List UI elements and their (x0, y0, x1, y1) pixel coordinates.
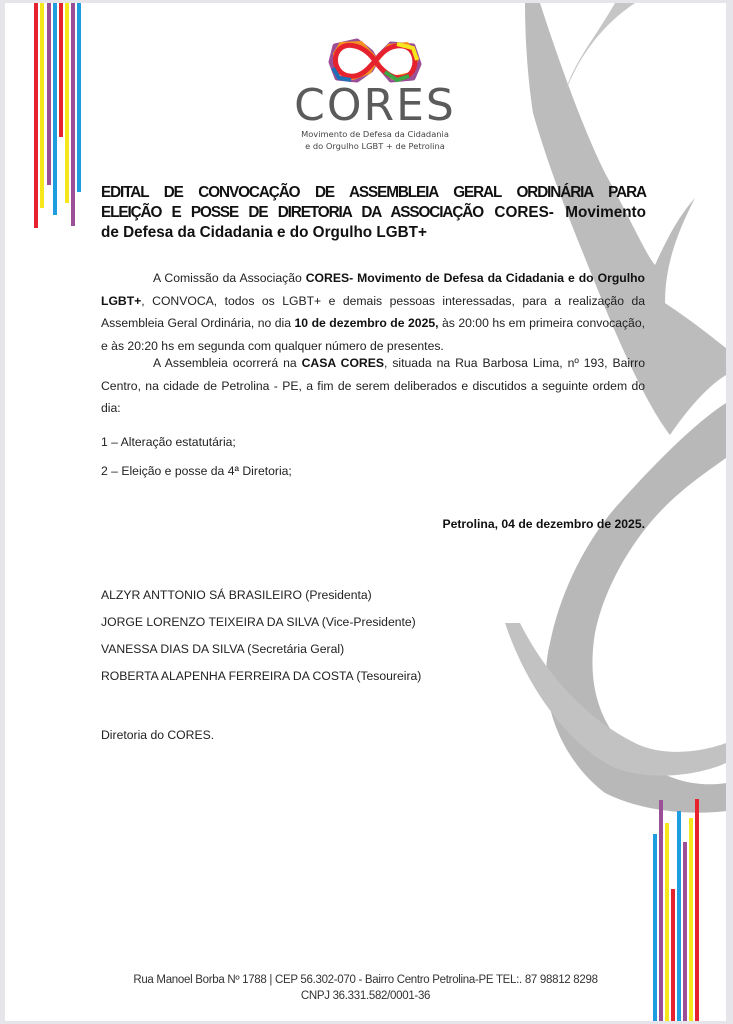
footer-cnpj: CNPJ 36.331.582/0001-36 (300, 990, 431, 1002)
logo-subtitle-line1: Movimento de Defesa da Cidadania (301, 129, 449, 139)
logo-subtitle-line2: e do Orgulho LGBT + de Petrolina (305, 141, 445, 151)
assembly-date: 10 de dezembro de 2025, (294, 316, 439, 330)
signatory: VANESSA DIAS DA SILVA (Secretária Geral) (101, 642, 345, 656)
stripe-purple (47, 3, 51, 185)
stripe-red (695, 799, 699, 1021)
stripe-blue (53, 3, 57, 215)
title-line-1: EDITAL DE CONVOCAÇÃO DE ASSEMBLEIA GERAL ORDINÁRIA PARA (101, 184, 646, 201)
decorative-swoosh (5, 3, 726, 1021)
title-line-2 (101, 203, 646, 223)
stripe-red (59, 3, 63, 137)
cores-logo (280, 38, 470, 152)
text: , CONVOCA, todos os LGBT+ e demais pessoas interessadas, para a realização da Assembleia Geral Ordinária, no dia (101, 293, 645, 330)
stripe-purple (659, 800, 663, 1021)
document-page (5, 3, 726, 1021)
text: A Comissão da Associação (153, 271, 306, 285)
title-line-2a: ELEIÇÃO E POSSE DE DIRETORIA DA ASSOCIAÇÃO (101, 204, 484, 221)
stripe-yellow (65, 3, 69, 203)
date-line: Petrolina, 04 de dezembro de 2025. (442, 517, 645, 531)
stripe-purple (71, 3, 75, 226)
swoosh-lower-tail (505, 623, 726, 776)
signatory: JORGE LORENZO TEIXEIRA DA SILVA (Vice-Presidente) (101, 615, 416, 629)
infinity-rainbow-icon (327, 38, 423, 84)
signatory: ROBERTA ALAPENHA FERREIRA DA COSTA (Tesoureira) (101, 669, 422, 683)
agenda-item: 1 – Alteração estatutária; (101, 435, 236, 449)
stripe-blue (77, 3, 81, 192)
title-line-2b: CORES- Movimento (483, 204, 646, 221)
text: A Assembleia ocorrerá na (153, 356, 302, 370)
logo-wordmark: CORES (294, 80, 456, 131)
venue-name: CASA CORES (301, 356, 384, 370)
closing-signature: Diretoria do CORES. (101, 728, 215, 742)
agenda-item: 2 – Eleição e posse da 4ª Diretoria; (101, 464, 292, 478)
text: às 20:00 hs em primeira convocação, e às 20:20 hs em segunda com qualquer número de presentes. (101, 316, 646, 353)
swoosh-upper-tip (565, 3, 635, 93)
title-line-3: de Defesa da Cidadania e do Orgulho LGBT+ (101, 224, 427, 241)
text: , situada na Rua Barbosa Lima, nº 193, Bairro Centro, na cidade de Petrolina - PE, a fim de serem deliberados e discutidos a seguinte ordem do dia: (101, 356, 645, 415)
stripe-red (34, 3, 38, 228)
stripe-yellow (40, 3, 44, 208)
location-paragraph (101, 352, 645, 420)
footer-address: Rua Manoel Borba Nº 1788 | CEP 56.302-070 - Bairro Centro Petrolina-PE TEL:. 87 98812 8298 (133, 974, 598, 986)
convocation-paragraph (101, 267, 645, 357)
signatory: ALZYR ANTTONIO SÁ BRASILEIRO (Presidenta) (101, 588, 372, 602)
association-name: CORES- Movimento de Defesa da Cidadania e do Orgulho LGBT+ (101, 271, 645, 308)
document-title (101, 183, 646, 243)
